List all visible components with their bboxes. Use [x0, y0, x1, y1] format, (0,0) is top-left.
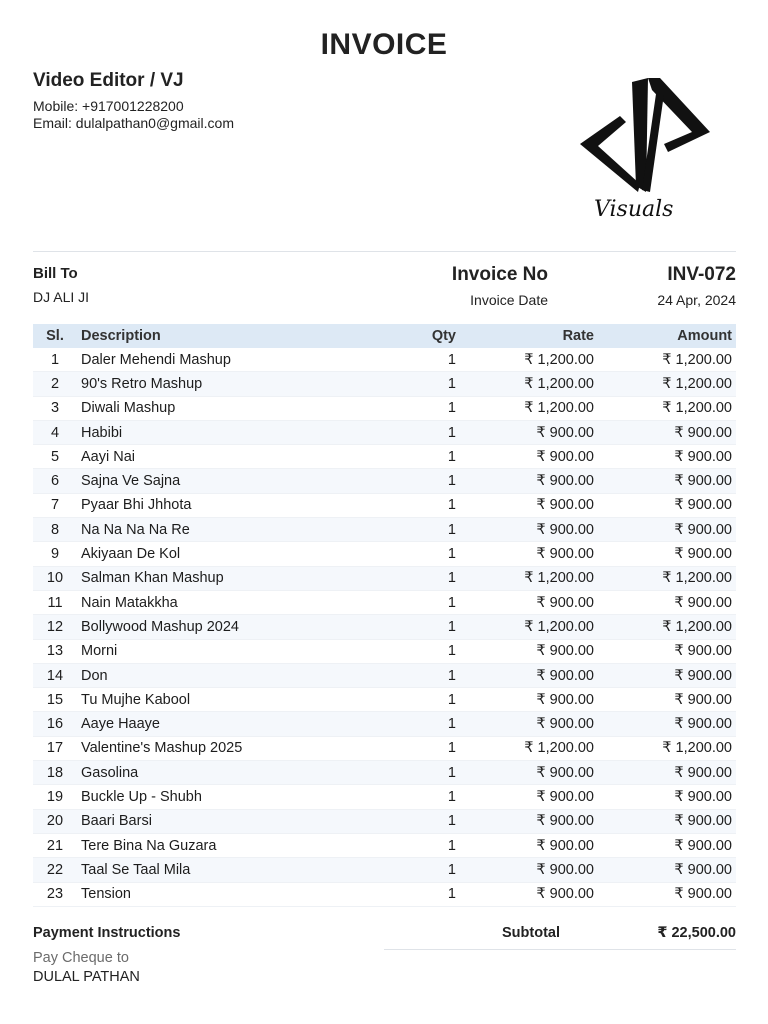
cell-sl: 1 — [33, 348, 77, 372]
cell-amount: ₹ 900.00 — [598, 445, 736, 469]
cell-sl: 6 — [33, 469, 77, 493]
bill-to-name: DJ ALI JI — [33, 289, 90, 305]
cell-qty: 1 — [392, 542, 460, 566]
cell-sl: 4 — [33, 420, 77, 444]
header-amount: Amount — [598, 324, 736, 348]
table-row — [33, 518, 736, 542]
table-row — [33, 348, 736, 372]
cell-qty: 1 — [392, 420, 460, 444]
cell-sl: 21 — [33, 833, 77, 857]
cell-description: Don — [77, 663, 392, 687]
cell-rate: ₹ 900.00 — [460, 809, 598, 833]
cell-description: Daler Mehendi Mashup — [77, 348, 392, 372]
cell-rate: ₹ 900.00 — [460, 712, 598, 736]
cell-sl: 8 — [33, 518, 77, 542]
invoice-date-label: Invoice Date — [470, 292, 548, 308]
cell-amount: ₹ 900.00 — [598, 493, 736, 517]
table-row — [33, 882, 736, 906]
cell-qty: 1 — [392, 688, 460, 712]
cell-amount: ₹ 900.00 — [598, 688, 736, 712]
cell-rate: ₹ 900.00 — [460, 493, 598, 517]
table-row — [33, 590, 736, 614]
header-rate: Rate — [460, 324, 598, 348]
subtotal-value: ₹ 22,500.00 — [657, 925, 736, 941]
table-row — [33, 663, 736, 687]
table-row — [33, 833, 736, 857]
cell-description: Tension — [77, 882, 392, 906]
cell-sl: 11 — [33, 590, 77, 614]
cell-qty: 1 — [392, 396, 460, 420]
cell-qty: 1 — [392, 736, 460, 760]
cell-amount: ₹ 1,200.00 — [598, 396, 736, 420]
invoice-date: 24 Apr, 2024 — [657, 292, 736, 308]
cell-amount: ₹ 900.00 — [598, 809, 736, 833]
table-row — [33, 372, 736, 396]
cell-sl: 9 — [33, 542, 77, 566]
cell-description: Habibi — [77, 420, 392, 444]
bill-to-label: Bill To — [33, 265, 78, 282]
invoice-number: INV-072 — [667, 264, 736, 285]
cell-description: Aayi Nai — [77, 445, 392, 469]
cell-description: Diwali Mashup — [77, 396, 392, 420]
cell-sl: 14 — [33, 663, 77, 687]
table-row — [33, 639, 736, 663]
cell-amount: ₹ 900.00 — [598, 761, 736, 785]
table-row — [33, 712, 736, 736]
table-row — [33, 785, 736, 809]
cell-description: Aaye Haaye — [77, 712, 392, 736]
cell-rate: ₹ 900.00 — [460, 420, 598, 444]
cell-qty: 1 — [392, 518, 460, 542]
cell-amount: ₹ 900.00 — [598, 639, 736, 663]
cell-rate: ₹ 1,200.00 — [460, 566, 598, 590]
subtotal-divider — [384, 949, 736, 950]
cell-description: Gasolina — [77, 761, 392, 785]
cell-rate: ₹ 1,200.00 — [460, 615, 598, 639]
cell-description: Akiyaan De Kol — [77, 542, 392, 566]
cell-rate: ₹ 900.00 — [460, 785, 598, 809]
cell-sl: 23 — [33, 882, 77, 906]
cell-description: Nain Matakkha — [77, 590, 392, 614]
cell-rate: ₹ 900.00 — [460, 833, 598, 857]
cell-rate: ₹ 900.00 — [460, 858, 598, 882]
header-divider — [33, 251, 736, 252]
table-row — [33, 420, 736, 444]
business-mobile: Mobile: +917001228200 — [33, 98, 184, 114]
cell-qty: 1 — [392, 785, 460, 809]
cell-rate: ₹ 900.00 — [460, 445, 598, 469]
cell-description: Taal Se Taal Mila — [77, 858, 392, 882]
cell-description: Morni — [77, 639, 392, 663]
cell-rate: ₹ 1,200.00 — [460, 396, 598, 420]
cell-rate: ₹ 900.00 — [460, 761, 598, 785]
cell-amount: ₹ 900.00 — [598, 420, 736, 444]
vp-visuals-logo — [576, 74, 716, 224]
cell-sl: 7 — [33, 493, 77, 517]
table-row — [33, 445, 736, 469]
cell-rate: ₹ 900.00 — [460, 542, 598, 566]
cell-sl: 22 — [33, 858, 77, 882]
table-row — [33, 858, 736, 882]
header-sl: Sl. — [33, 324, 77, 348]
business-name: Video Editor / VJ — [33, 70, 184, 91]
cell-amount: ₹ 900.00 — [598, 858, 736, 882]
cell-rate: ₹ 1,200.00 — [460, 736, 598, 760]
cell-sl: 19 — [33, 785, 77, 809]
cell-rate: ₹ 900.00 — [460, 590, 598, 614]
header-description: Description — [77, 324, 392, 348]
cell-qty: 1 — [392, 663, 460, 687]
cell-amount: ₹ 1,200.00 — [598, 372, 736, 396]
cell-amount: ₹ 900.00 — [598, 663, 736, 687]
cell-rate: ₹ 1,200.00 — [460, 372, 598, 396]
table-row — [33, 688, 736, 712]
document-title: INVOICE — [320, 28, 448, 61]
cell-amount: ₹ 900.00 — [598, 785, 736, 809]
cell-qty: 1 — [392, 566, 460, 590]
table-row — [33, 736, 736, 760]
cell-sl: 15 — [33, 688, 77, 712]
table-row — [33, 566, 736, 590]
cell-description: Pyaar Bhi Jhhota — [77, 493, 392, 517]
cell-sl: 5 — [33, 445, 77, 469]
cell-rate: ₹ 900.00 — [460, 469, 598, 493]
cell-qty: 1 — [392, 761, 460, 785]
header-qty: Qty — [392, 324, 460, 348]
cell-qty: 1 — [392, 445, 460, 469]
cell-rate: ₹ 900.00 — [460, 639, 598, 663]
cell-amount: ₹ 1,200.00 — [598, 566, 736, 590]
cell-qty: 1 — [392, 882, 460, 906]
cell-qty: 1 — [392, 590, 460, 614]
cell-amount: ₹ 900.00 — [598, 542, 736, 566]
cell-qty: 1 — [392, 639, 460, 663]
cell-description: Baari Barsi — [77, 809, 392, 833]
cell-qty: 1 — [392, 712, 460, 736]
cell-qty: 1 — [392, 833, 460, 857]
cell-qty: 1 — [392, 493, 460, 517]
cell-qty: 1 — [392, 348, 460, 372]
cell-qty: 1 — [392, 469, 460, 493]
cell-rate: ₹ 1,200.00 — [460, 348, 598, 372]
cell-sl: 3 — [33, 396, 77, 420]
cell-qty: 1 — [392, 615, 460, 639]
cell-description: Tu Mujhe Kabool — [77, 688, 392, 712]
table-row — [33, 761, 736, 785]
payment-instructions-label: Payment Instructions — [33, 925, 181, 941]
cell-amount: ₹ 900.00 — [598, 518, 736, 542]
cell-rate: ₹ 900.00 — [460, 663, 598, 687]
cell-amount: ₹ 900.00 — [598, 590, 736, 614]
subtotal-label: Subtotal — [502, 925, 560, 941]
cell-amount: ₹ 900.00 — [598, 833, 736, 857]
table-row — [33, 469, 736, 493]
table-row — [33, 809, 736, 833]
cell-sl: 12 — [33, 615, 77, 639]
cell-rate: ₹ 900.00 — [460, 688, 598, 712]
cell-sl: 10 — [33, 566, 77, 590]
business-info — [33, 70, 234, 132]
cell-sl: 20 — [33, 809, 77, 833]
svg-text:Visuals: Visuals — [594, 197, 674, 222]
cell-description: Sajna Ve Sajna — [77, 469, 392, 493]
cell-sl: 2 — [33, 372, 77, 396]
cell-description: Salman Khan Mashup — [77, 566, 392, 590]
cell-qty: 1 — [392, 809, 460, 833]
table-header-row — [33, 324, 736, 348]
table-row — [33, 396, 736, 420]
cell-sl: 16 — [33, 712, 77, 736]
cell-amount: ₹ 900.00 — [598, 469, 736, 493]
table-row — [33, 542, 736, 566]
cell-amount: ₹ 1,200.00 — [598, 348, 736, 372]
cell-description: Tere Bina Na Guzara — [77, 833, 392, 857]
cell-description: Bollywood Mashup 2024 — [77, 615, 392, 639]
cell-amount: ₹ 900.00 — [598, 712, 736, 736]
cell-rate: ₹ 900.00 — [460, 518, 598, 542]
cell-qty: 1 — [392, 858, 460, 882]
cell-description: Na Na Na Na Re — [77, 518, 392, 542]
cell-amount: ₹ 1,200.00 — [598, 615, 736, 639]
cell-amount: ₹ 900.00 — [598, 882, 736, 906]
cell-description: 90's Retro Mashup — [77, 372, 392, 396]
cell-description: Buckle Up - Shubh — [77, 785, 392, 809]
invoice-number-label: Invoice No — [451, 264, 548, 285]
business-email: Email: dulalpathan0@gmail.com — [33, 115, 234, 131]
cell-rate: ₹ 900.00 — [460, 882, 598, 906]
cell-description: Valentine's Mashup 2025 — [77, 736, 392, 760]
payment-payee: DULAL PATHAN — [33, 969, 140, 985]
cell-sl: 13 — [33, 639, 77, 663]
cell-qty: 1 — [392, 372, 460, 396]
cell-amount: ₹ 1,200.00 — [598, 736, 736, 760]
cell-sl: 17 — [33, 736, 77, 760]
payment-instruction: Pay Cheque to — [33, 950, 129, 966]
line-items-table — [33, 324, 736, 907]
table-row — [33, 615, 736, 639]
table-row — [33, 493, 736, 517]
cell-sl: 18 — [33, 761, 77, 785]
